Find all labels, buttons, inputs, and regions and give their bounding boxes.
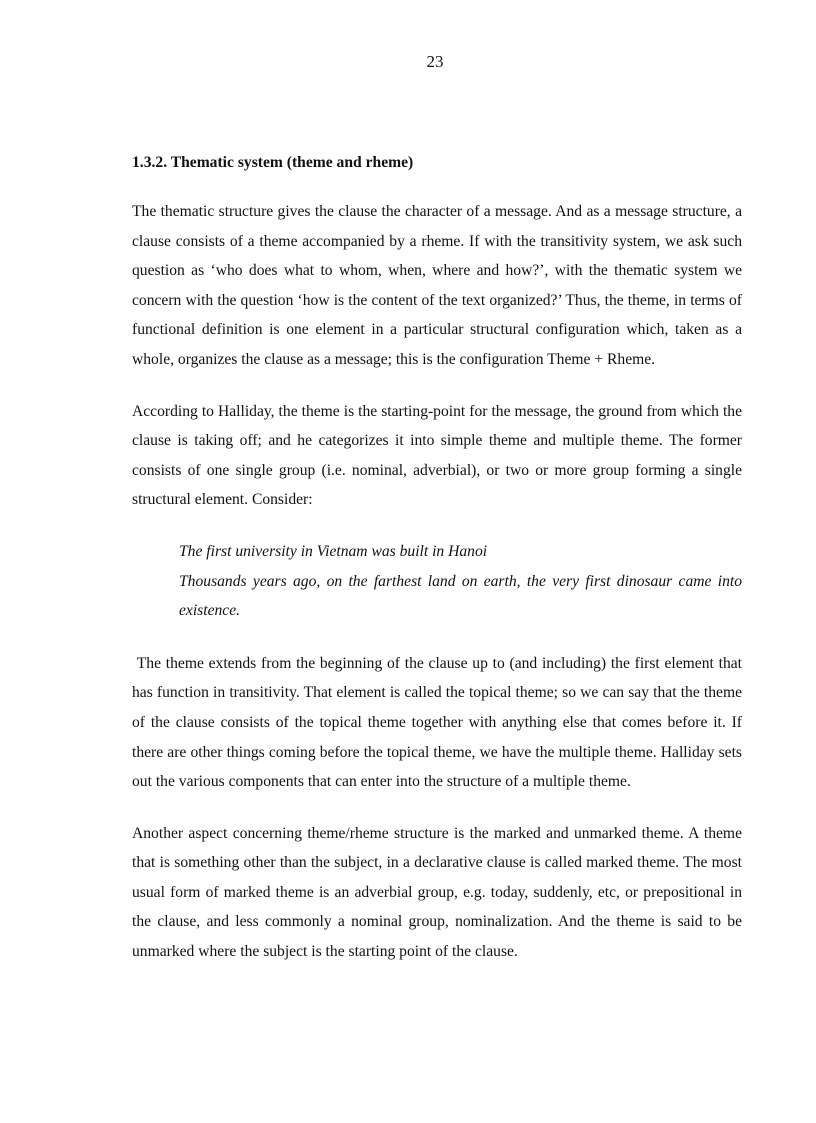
paragraph-thematic-structure: The thematic structure gives the clause the character of a message. And as a message structure, a clause consists of a theme accompanied by a rheme. If with the transitivity system, we ask such question as ‘who does what to whom, when, where and how?’, with the thematic system we concern with the question ‘how is the content of the text organized?’ Thus, the theme, in terms of functional definition is one element in a particular structural configuration which, taken as a whole, organizes the clause as a message; this is the configuration Theme + Rheme. xyxy=(132,203,742,368)
paragraph-topical-theme: The theme extends from the beginning of the clause up to (and including) the first element that has function in transitivity. That element is called the topical theme; so we can say that the theme of the clause consists of the topical theme together with anything else that comes before it. If there are other things coming before the topical theme, we have the multiple theme. Halliday sets out the various components that can enter into the structure of a multiple theme. xyxy=(132,654,746,791)
paragraph-marked-theme: Another aspect concerning theme/rheme structure is the marked and unmarked theme. A theme that is something other than the subject, in a declarative clause is called marked theme. The most usual form of marked theme is an adverbial group, e.g. today, suddenly, etc, or prepositional in the clause, and less commonly a nominal group, nominalization. And the theme is said to be unmarked where the subject is the starting point of the clause. xyxy=(132,824,742,961)
page-number: 23 xyxy=(426,52,444,71)
page-content xyxy=(132,152,746,989)
example-sentence: Thousands years ago, on the farthest land on earth, the very first dinosaur came into existence. xyxy=(179,572,742,620)
example-sentence: The first university in Vietnam was built in Hanoi xyxy=(179,542,488,560)
example-block xyxy=(179,537,742,626)
section-heading: 1.3.2. Thematic system (theme and rheme) xyxy=(132,154,414,171)
paragraph-halliday-theme: According to Halliday, the theme is the starting-point for the message, the ground from which the clause is taking off; and he categorizes it into simple theme and multiple theme. The former consists of one single group (i.e. nominal, adverbial), or two or more group forming a single structural element. Consider: xyxy=(132,402,742,509)
